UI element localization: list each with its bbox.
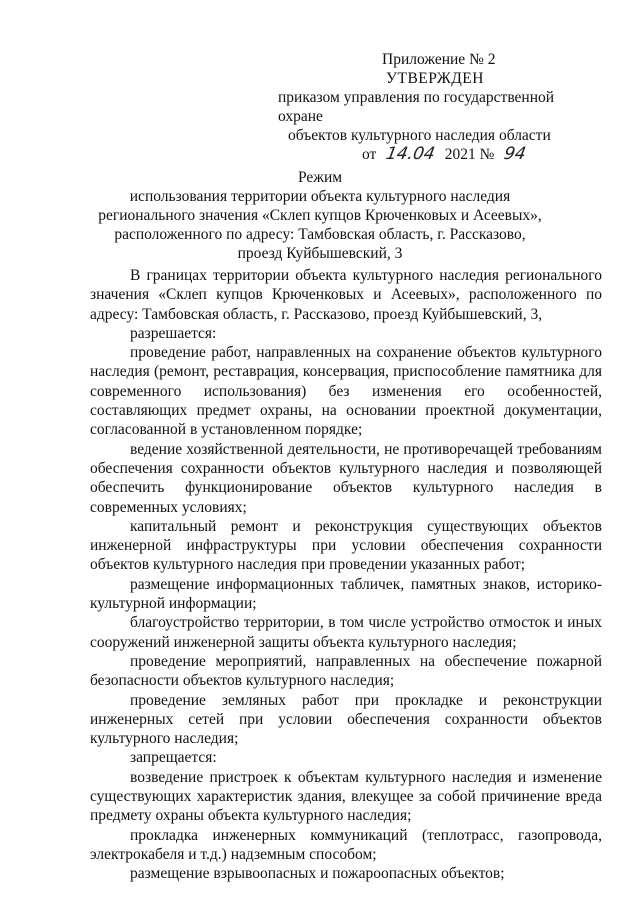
document-header (270, 50, 600, 164)
appendix-number: Приложение № 2 (382, 51, 496, 68)
allowed-heading: разрешается: (130, 324, 217, 342)
allowed-item: ведение хозяйственной деятельности, не противоречащей требованиям обеспечения сохранности объектов культурного наследия и позволяющей обеспечить функционирование объектов культурного наследия в современных условиях; (90, 440, 602, 516)
handwritten-order-number: 94 (502, 144, 528, 164)
title-line-2: использования территории объекта культурного наследия (129, 188, 511, 205)
date-prefix: от (362, 146, 377, 163)
order-date-line (270, 145, 600, 164)
prohibited-item: размещение взрывоопасных и пожароопасных объектов; (130, 865, 505, 883)
prohibited-item: прокладка инженерных коммуникаций (теплотрасс, газопровода, электрокабеля и т.д.) надземным способом; (90, 826, 602, 863)
allowed-item: проведение земляных работ при прокладке и реконструкции инженерных сетей при условии обеспечения сохранности объектов культурного наследия; (90, 691, 602, 748)
allowed-item: проведение работ, направленных на сохранение объектов культурного наследия (ремонт, реставрация, консервация, приспособление памятника для современного использования) без изменения его особенностей, составляющих предмет охраны, на основании проектной документации, согласованной в установленном порядке; (90, 344, 602, 439)
allowed-item: размещение информационных табличек, памятных знаков, историко-культурной информации; (90, 575, 602, 613)
order-line-2: объектов культурного наследия области (288, 127, 551, 144)
prohibited-item: возведение пристроек к объектам культурного наследия и изменение существующих характеристик здания, влекущее за собой причинение вреда предмету охраны объекта культурного наследия; (90, 768, 602, 825)
allowed-item: капитальный ремонт и реконструкция существующих объектов инженерной инфраструктуры при условии обеспечения сохранности объектов культурного наследия при проведении указанных работ; (90, 517, 602, 574)
document-body (90, 266, 602, 884)
handwritten-date: 14.04 (384, 144, 437, 164)
title-line-3: регионального значения «Склеп купцов Крюченковых и Асеевых», (98, 207, 542, 224)
intro-paragraph: В границах территории объекта культурного наследия регионального значения «Склеп купцов Крюченковых и Асеевых», расположенного по адресу: Тамбовская область, г. Рассказово, проезд Куйбышевский, 3, (90, 267, 602, 323)
document-title (90, 168, 550, 263)
approved-stamp-text: УТВЕРЖДЕН (386, 70, 484, 87)
order-line-1: приказом управления по государственной охране (278, 89, 555, 125)
title-line-5: проезд Куйбышевский, 3 (237, 245, 403, 262)
prohibited-heading: запрещается: (130, 749, 217, 767)
year-number-label: 2021 № (444, 146, 495, 163)
title-line-4: расположенного по адресу: Тамбовская область, г. Рассказово, (114, 226, 526, 243)
allowed-item: благоустройство территории, в том числе устройство отмосток и иных сооружений инженерной защиты объекта культурного наследия; (90, 614, 602, 651)
allowed-item: проведение мероприятий, направленных на обеспечение пожарной безопасности объектов культурного наследия; (90, 652, 602, 690)
title-line-1: Режим (297, 169, 343, 186)
